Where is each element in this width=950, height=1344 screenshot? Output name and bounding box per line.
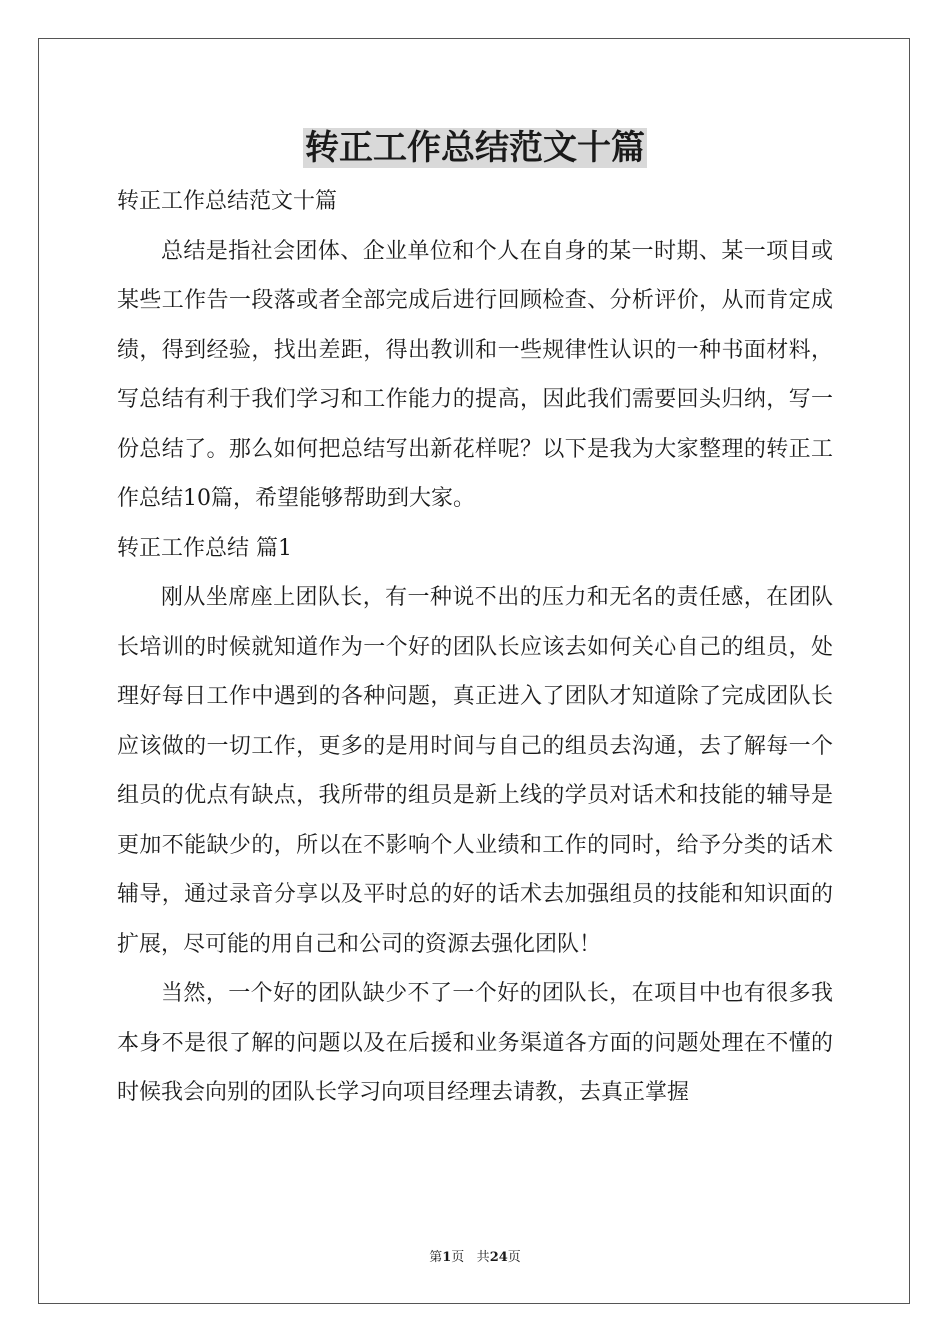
total-prefix: 共 [476,1250,490,1265]
total-pages: 24 [489,1250,508,1265]
total-suffix: 页 [507,1250,521,1265]
section-paragraph-1: 刚从坐席座上团队长，有一种说不出的压力和无名的责任感，在团队长培训的时候就知道作为一个好的团队长应该去如何关心自己的组员，处理好每日工作中遇到的各种问题，真正进入了团队才知道除了完成团队长应该做的一切工作，更多的是用时间与自己的组员去沟通，去了解每一个组员的优点有缺点，我所带的组员是新上线的学员对话术和技能的辅导是更加不能缺少的，所以在不影响个人业绩和工作的同时，给予分类的话术辅导，通过录音分享以及平时总的好的话术去加强组员的技能和知识面的扩展，尽可能的用自己和公司的资源去强化团队！ [117,585,833,957]
document-subtitle: 转正工作总结范文十篇 [117,189,338,214]
intro-paragraph: 总结是指社会团体、企业单位和个人在自身的某一时期、某一项目或某些工作告一段落或者全部完成后进行回顾检查、分析评价，从而肯定成绩，得到经验，找出差距，得出教训和一些规律性认识的一种书面材料，写总结有利于我们学习和工作能力的提高，因此我们需要回头归纳，写一份总结了。那么如何把总结写出新花样呢？以下是我为大家整理的转正工作总结10篇，希望能够帮助到大家。 [117,238,833,511]
document-title-text: 转正工作总结范文十篇 [305,128,645,168]
page-footer [0,1249,950,1267]
page-prefix: 第 [429,1250,443,1265]
page-suffix: 页 [451,1250,465,1265]
document-body [117,177,833,1118]
section-heading: 转正工作总结 篇1 [117,535,292,561]
document-title [0,122,950,174]
page-number: 1 [442,1250,452,1265]
section-paragraph-2: 当然，一个好的团队缺少不了一个好的团队长，在项目中也有很多我本身不是很了解的问题以及在后援和业务渠道各方面的问题处理在不懂的时候我会向别的团队长学习向项目经理去请教，去真正掌握 [117,981,833,1105]
